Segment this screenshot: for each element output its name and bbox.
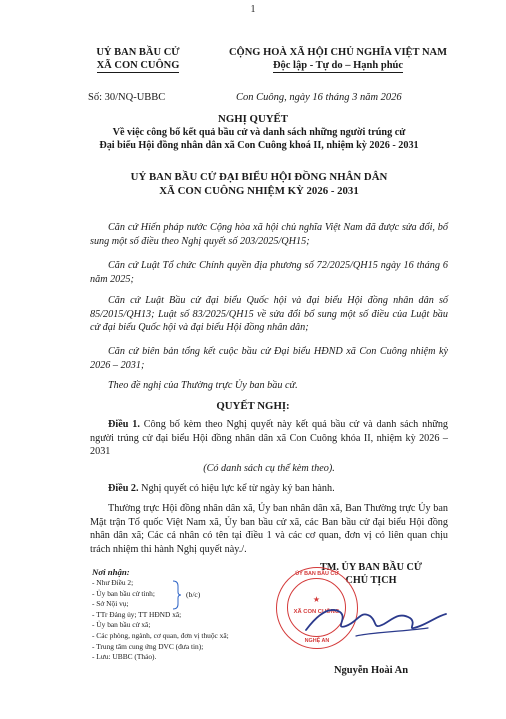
recipient-item: - Ủy ban bầu cử tỉnh; — [92, 588, 155, 598]
authority-line2: XÃ CON CUÔNG NHIỆM KỲ 2026 - 2031 — [159, 184, 359, 197]
article-2 — [90, 482, 448, 496]
seal-bottom-text: NGHỆ AN — [304, 638, 330, 644]
recipient-item: - Như Điều 2; — [92, 578, 134, 587]
article-2-text: Nghị quyết có hiệu lực kể từ ngày ký ban hành. — [141, 483, 335, 494]
signature-org: TM. ỦY BAN BẦU CỬ — [320, 562, 422, 573]
recipients-list — [92, 578, 229, 663]
recipient-item: - Ủy ban bầu cử xã; — [92, 620, 151, 630]
article-1-note: (Có danh sách cụ thể kèm theo). — [203, 463, 335, 474]
subject-line2: Đại biểu Hội đồng nhân dân xã Con Cuông khoá II, nhiệm kỳ 2026 - 2031 — [99, 140, 419, 151]
recipient-item: - TTr Đảng ủy; TT HĐND xã; — [92, 609, 182, 619]
signature-position: CHỦ TỊCH — [345, 575, 397, 586]
issuer-block — [68, 46, 208, 73]
motto-block — [210, 46, 466, 73]
article-1 — [90, 418, 448, 459]
document-subject — [70, 126, 448, 152]
recipient-item: - Trung tâm cung ứng DVC (đưa tin); — [92, 641, 204, 651]
issuer-line2: XÃ CON CUÔNG — [96, 60, 180, 71]
authority-line1: UỶ BAN BẦU CỬ ĐẠI BIỂU HỘI ĐỒNG NHÂN DÂN — [130, 171, 388, 183]
legal-basis-3: Căn cứ Luật Bầu cử đại biểu Quốc hội và đại biểu Hội đồng nhân dân số 85/2015/QH13; Luật số 83/2025/QH15 về sửa đổi bổ sung một số điều của Luật bầu cử đại biểu Quốc hội và đại biểu Hội đồng nhân dân; — [90, 295, 448, 333]
seal-middle-text: XÃ CON CUÔNG — [293, 609, 340, 615]
place-date: Con Cuông, ngày 16 tháng 3 năm 2026 — [236, 92, 402, 103]
motto-line1: CỘNG HOÀ XÃ HỘI CHỦ NGHĨA VIỆT NAM — [228, 47, 448, 58]
document-type: NGHỊ QUYẾT — [218, 113, 288, 125]
recipient-item: - Các phòng, ngành, cơ quan, đơn vị thuộc xã; — [92, 630, 229, 640]
seal-star-icon: ★ — [312, 595, 321, 604]
handwritten-signature — [300, 596, 450, 646]
recipient-item: - Sở Nội vụ; — [92, 599, 129, 609]
article-1-text: Công bố kèm theo Nghị quyết này kết quả bầu cử và danh sách những người trúng cử đại biểu Hội đồng nhân dân xã Con Cuông khóa II, nhiệm kỳ 2026 – 2031 — [90, 419, 449, 457]
article-2-label: Điều 2. — [108, 483, 139, 494]
subject-line1: Về việc công bố kết quả bầu cử và danh sách những người trúng cử — [112, 127, 406, 138]
recipients-bracket-note: (b/c) — [186, 590, 201, 599]
legal-basis-1: Căn cứ Hiến pháp nước Cộng hòa xã hội chủ nghĩa Việt Nam đã được sửa đổi, bổ sung một số điều theo Nghị quyết số 203/2025/QH15; — [90, 222, 448, 247]
decision-heading: QUYẾT NGHỊ: — [216, 400, 290, 412]
recipients-title: Nơi nhận: — [92, 567, 130, 577]
authority-title — [60, 171, 458, 198]
signer-name: Nguyễn Hoài An — [333, 665, 409, 676]
recipient-item: - Lưu: UBBC (Thảo). — [92, 652, 157, 662]
page-number: 1 — [250, 4, 256, 15]
implementation-clause: Thường trực Hội đồng nhân dân xã, Ủy ban nhân dân xã, Ban Thường trực Ủy ban Mặt trận Tổ quốc Việt Nam xã, Ủy ban bầu cử xã, các Ban bầu cử đại biểu Hội đồng nhân dân xã; Các cá nhân có tên tại điều 1 và các cơ quan, đơn vị có liên quan chịu trách nhiệm thi hành Nghị quyết này./. — [90, 503, 448, 555]
legal-basis-2: Căn cứ Luật Tổ chức Chính quyền địa phương số 72/2025/QH15 ngày 16 tháng 6 năm 2025; — [90, 260, 448, 285]
article-1-label: Điều 1. — [108, 419, 140, 430]
legal-basis-5: Theo đề nghị của Thường trực Ủy ban bầu cử. — [108, 380, 298, 391]
legal-basis-4: Căn cứ biên bản tổng kết cuộc bầu cử Đại biểu HĐND xã Con Cuông nhiệm kỳ 2026 – 2031; — [90, 346, 448, 371]
document-number: Số: 30/NQ-UBBC — [88, 92, 166, 103]
issuer-line1: UỶ BAN BẦU CỬ — [96, 47, 180, 58]
seal-top-text: ỦY BAN BẦU CỬ — [295, 571, 339, 577]
recipients-bracket — [172, 580, 182, 610]
motto-line2: Độc lập - Tự do – Hạnh phúc — [272, 60, 404, 71]
